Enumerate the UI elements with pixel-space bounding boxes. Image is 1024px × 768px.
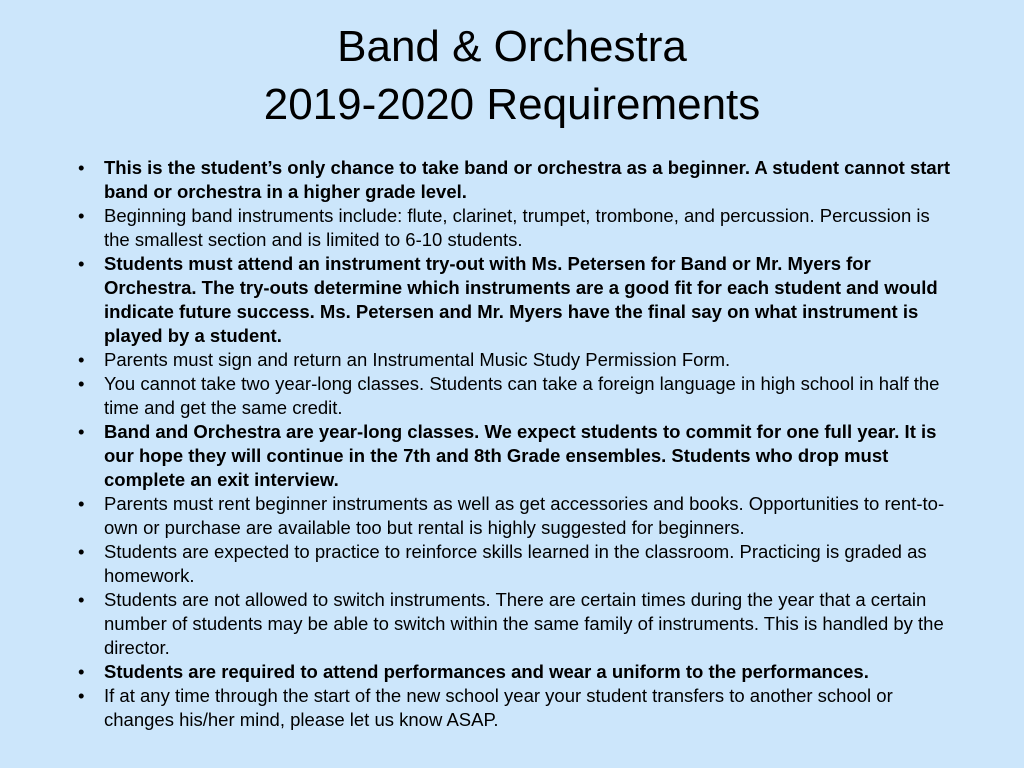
bullet-icon: • [78,421,85,442]
list-item-text: This is the student’s only chance to take band or orchestra as a beginner. A student cannot start band or orchestra in a higher grade level. [104,157,951,202]
bullet-icon: • [78,157,85,178]
list-item [74,660,954,684]
list-item [74,348,954,372]
list-item [74,252,954,348]
requirements-list [74,156,954,732]
bullet-icon: • [78,253,85,274]
list-item-text: Parents must rent beginner instruments as well as get accessories and books. Opportunities to rent-to-own or purchase are available too but rental is highly suggested for beginners. [104,493,945,538]
list-item [74,492,954,540]
list-item-text: If at any time through the start of the new school year your student transfers to another school or changes his/her mind, please let us know ASAP. [104,685,893,730]
bullet-icon: • [78,493,85,514]
bullet-icon: • [78,349,85,370]
list-item [74,372,954,420]
bullet-icon: • [78,589,85,610]
list-item-text: Band and Orchestra are year-long classes. We expect students to commit for one full year. It is our hope they will continue in the 7th and 8th Grade ensembles. Students who drop must complete an exit interview. [104,421,937,490]
list-item [74,204,954,252]
list-item [74,684,954,732]
list-item-text: Students must attend an instrument try-out with Ms. Petersen for Band or Mr. Myers for Orchestra. The try-outs determine which instruments are a good fit for each student and would indicate future success. Ms. Petersen and Mr. Myers have the final say on what instrument is played by a student. [104,253,938,346]
list-item-text: You cannot take two year-long classes. Students can take a foreign language in high school in half the time and get the same credit. [104,373,940,418]
slide-title [0,18,1024,134]
list-item-text: Students are expected to practice to reinforce skills learned in the classroom. Practicing is graded as homework. [104,541,927,586]
list-item [74,588,954,660]
list-item [74,540,954,588]
list-item-text: Beginning band instruments include: flute, clarinet, trumpet, trombone, and percussion. Percussion is the smallest section and is limited to 6-10 students. [104,205,930,250]
bullet-icon: • [78,205,85,226]
title-line-1: Band & Orchestra [337,22,687,71]
list-item [74,420,954,492]
bullet-icon: • [78,373,85,394]
bullet-icon: • [78,661,85,682]
bullet-icon: • [78,685,85,706]
list-item-text: Students are required to attend performances and wear a uniform to the performances. [104,661,869,682]
list-item-text: Parents must sign and return an Instrumental Music Study Permission Form. [104,349,731,370]
bullet-icon: • [78,541,85,562]
title-line-2: 2019-2020 Requirements [263,80,761,129]
list-item-text: Students are not allowed to switch instruments. There are certain times during the year that a certain number of students may be able to switch within the same family of instruments. This is handled by the director. [104,589,944,658]
list-item [74,156,954,204]
